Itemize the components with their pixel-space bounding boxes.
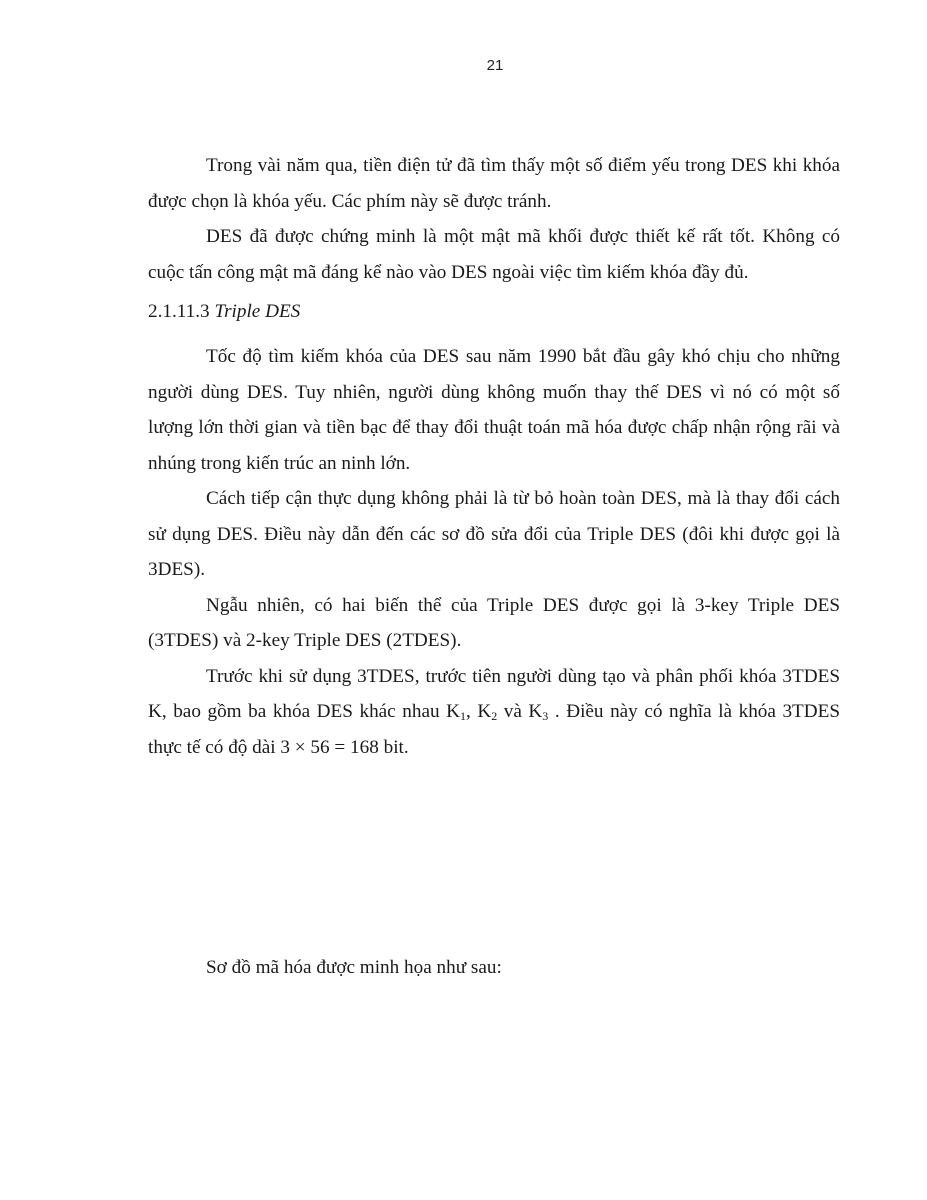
section-title: Triple DES <box>214 301 301 322</box>
key-subscript-1: 1 <box>459 709 466 723</box>
page-number: 21 <box>486 57 504 74</box>
section-heading <box>148 296 840 328</box>
paragraph-pragmatic-approach: Cách tiếp cận thực dụng không phải là từ bỏ hoàn toàn DES, mà là thay đổi cách sử dụng DES. Điều này dẫn đến các sơ đồ sửa đổi của Triple DES (đôi khi được gọi là 3DES). <box>148 488 840 580</box>
document-body <box>148 148 840 765</box>
paragraph-3tdes-keys <box>148 659 840 766</box>
keys-separator-2: và K <box>497 701 543 722</box>
paragraph-variants: Ngẫu nhiên, có hai biến thể của Triple DES được gọi là 3-key Triple DES (3TDES) và 2-key Triple DES (2TDES). <box>148 594 840 651</box>
closing-line: Sơ đồ mã hóa được minh họa như sau: <box>206 957 502 978</box>
paragraph-weak-keys: Trong vài năm qua, tiền điện tử đã tìm thấy một số điểm yếu trong DES khi khóa được chọn là khóa yếu. Các phím này sẽ được tránh. <box>148 155 840 212</box>
key-subscript-3: 3 <box>542 709 549 723</box>
keys-text-before: Trước khi sử dụng 3TDES, trước tiên người dùng tạo và phân phối khóa 3TDES K, bao gồm ba khóa DES khác nhau K <box>148 665 840 722</box>
paragraph-des-design: DES đã được chứng minh là một mật mã khối được thiết kế rất tốt. Không có cuộc tấn công mật mã đáng kể nào vào DES ngoài việc tìm kiếm khóa đầy đủ. <box>148 226 840 283</box>
keys-text-after: . Điều này có nghĩa là khóa 3TDES thực tế có độ dài 3 × 56 = 168 bit. <box>148 701 841 758</box>
section-number: 2.1.11.3 <box>148 301 210 322</box>
keys-separator-1: , K <box>465 701 492 722</box>
paragraph-key-search-speed: Tốc độ tìm kiếm khóa của DES sau năm 1990 bắt đầu gây khó chịu cho những người dùng DES. Tuy nhiên, người dùng không muốn thay thế DES vì nó có một số lượng lớn thời gian và tiền bạc để thay đổi thuật toán mã hóa được chấp nhận rộng rãi và nhúng trong kiến trúc an ninh lớn. <box>148 346 840 474</box>
key-subscript-2: 2 <box>491 709 498 723</box>
